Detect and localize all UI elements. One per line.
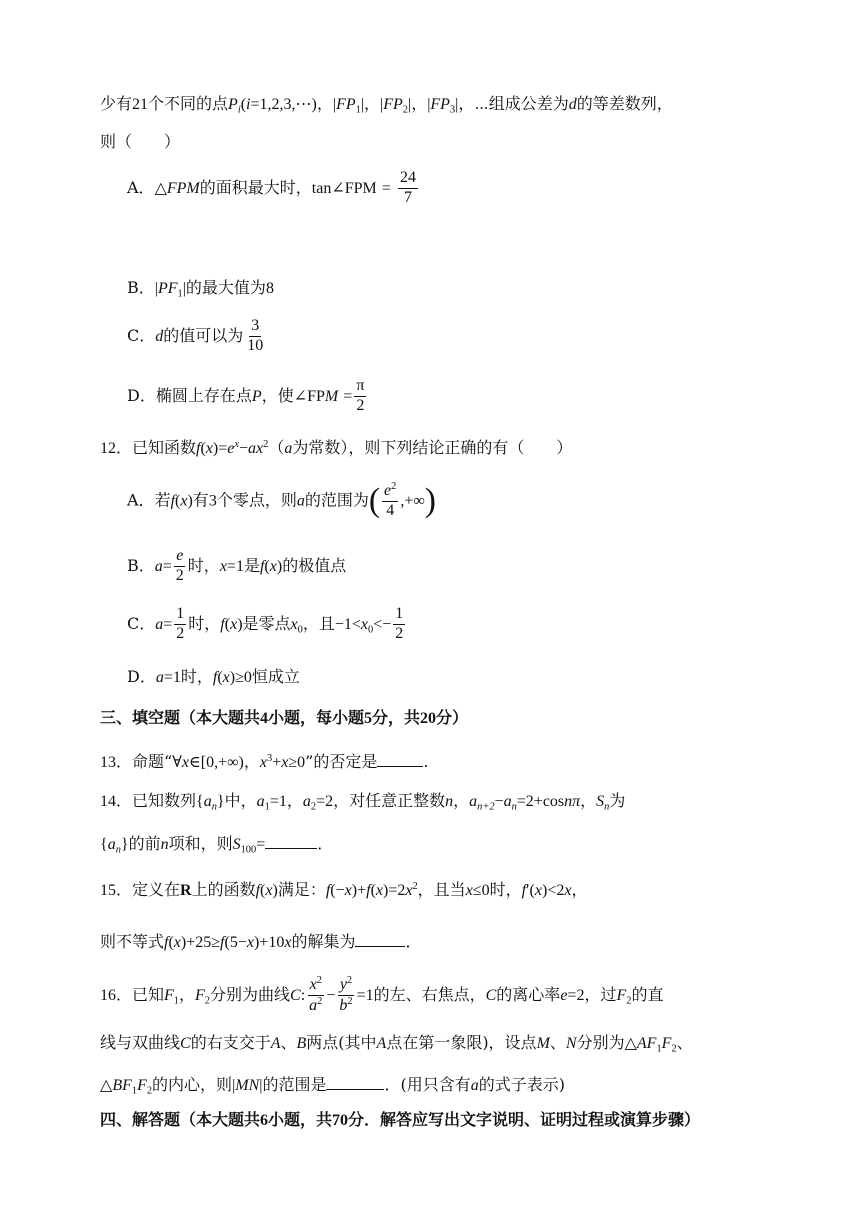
q12-stem: 12．已知函数$f(x)=e^x-ax^2(a$为常数），则下列结论正确的有（ ） — [100, 438, 573, 458]
q11-option-a: A．△FPM的面积最大时，tan∠FPM = $\frac{24}{7}$ — [127, 169, 416, 206]
q16-line-1: 16．已知$F_1$，$F_2$分别为曲线C: $\frac{x^2}{a^2}$ − $\frac{y^2}{b^2}$ =1的左、右焦点，C的离心率e=2，过$F_2$的直 — [100, 975, 664, 1015]
q14-line-1: 14．已知数列$\{a_n\}$中，$a_1=1$，$a_2=2$，对任意正整数n，$a_{n+2}-a_n=2+\cos n\pi$，$S_n$为 — [100, 791, 626, 813]
q11-intro: 少有21个不同的点$P_i(i=1,2,3,\cdots)$，$|FP_1|$，$|FP_2|$，$|FP_3|$，⋯组成公差为d的等差数列， — [100, 94, 673, 116]
q13: 13．命题“∀x∈[0,+∞)，$x^3+x\ge 0$”的否定是 . — [100, 752, 429, 771]
q12-option-c: C．a= $\frac{1}{2}$ 时，f(x)是零点$x_0$，且$-1<x_0<-$ $\frac{1}{2}$ — [127, 605, 404, 642]
q15-line-1: 15．定义在R上的函数f(x)满足：$f(-x)+f(x)=2x^2$，且当x≤0时，f′(x)<2x， — [100, 880, 588, 900]
q14-line-2: $\{a_n\}$的前n项和，则$S_{100}=$ ． — [100, 834, 334, 856]
q16-line-3: $\triangle BF_1F_2$的内心，则|MN|的范围是 ．(用只含有a的式子表示) — [100, 1075, 565, 1097]
section-3-title: 三、填空题（本大题共4小题，每小题5分，共20分） — [100, 708, 469, 727]
q11-ask: 则（ ） — [100, 132, 181, 151]
q12-option-b: B．a= $\frac{e}{2}$ 时，x=1是f(x)的极值点 — [127, 547, 347, 584]
q15-line-2: 则不等式f(x)+25≥f(5−x)+10x的解集为 ． — [100, 932, 422, 951]
q11-option-d: D．椭圆上存在点P，使∠FPM = $\frac{\pi}{2}$ — [127, 377, 365, 414]
q12-option-d: D．a=1时，f(x)≥0恒成立 — [127, 667, 300, 686]
q11-option-b: B．$|PF_1|$的最大值为8 — [127, 278, 274, 300]
q11-option-c: C．d的值可以为 $\frac{3}{10}$ — [127, 317, 264, 354]
q16-line-2: 线与双曲线C的右支交于A、B两点(其中A点在第一象限)，设点M、N分别为$\triangle AF_1F_2$、 — [100, 1033, 693, 1055]
section-4-title: 四、解答题（本大题共6小题，共70分．解答应写出文字说明、证明过程或演算步骤） — [100, 1110, 701, 1129]
q12-option-a: A．若f(x)有3个零点，则a的范围为( $\frac{e^2}{4}$ ,+∞) — [127, 481, 436, 520]
